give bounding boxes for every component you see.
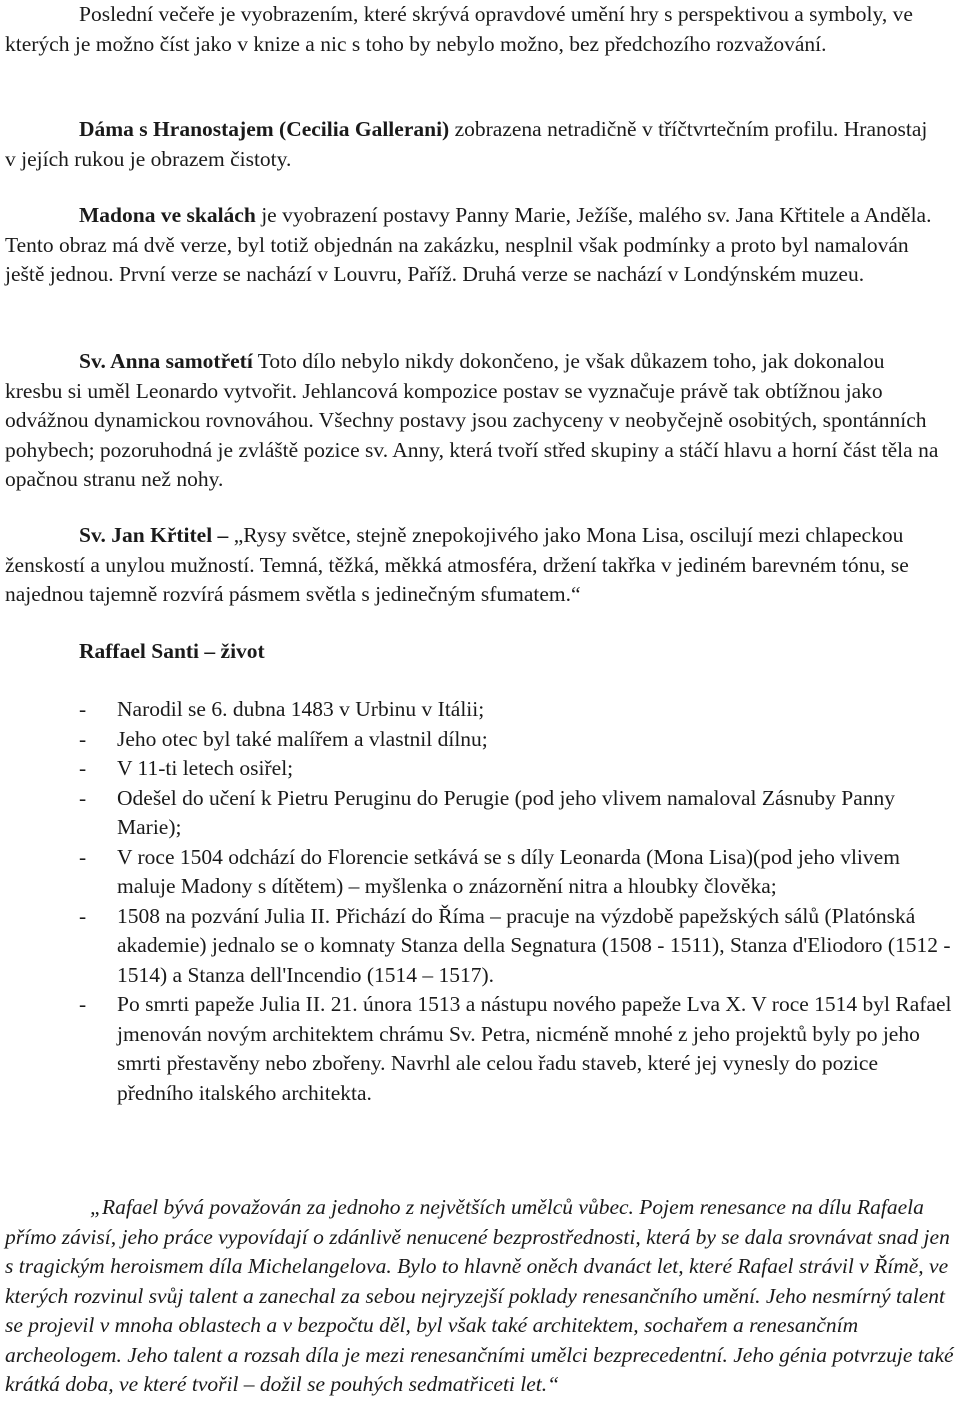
list-item xyxy=(79,725,959,755)
paragraph-last-supper xyxy=(5,0,940,59)
list-item-text: 1508 na pozvání Julia II. Přichází do Říma – pracuje na výzdobě papežských sálů (Platónská akademie) jednalo se o komnaty Stanza della Segnatura (1508 - 1511), Stanza d'Eliodoro (1512 - 1514) a Stanza dell'Incendio (1514 – 1517). xyxy=(117,903,951,987)
paragraph-title: Sv. Jan Křtitel – xyxy=(79,523,234,547)
list-item xyxy=(79,990,959,1108)
list-item-text: Odešel do učení k Pietru Peruginu do Perugie (pod jeho vlivem namaloval Zásnuby Panny Marie); xyxy=(117,785,896,839)
paragraph-text: zobrazena netradičně v tříčtvrtečním profilu. Hranostaj v jejích rukou je obrazem čistoty. xyxy=(5,117,928,171)
list-item-text: Jeho otec byl také malířem a vlastnil dílnu; xyxy=(117,726,488,751)
list-item xyxy=(79,754,959,784)
bullet-dash: - xyxy=(79,785,87,810)
bullet-dash: - xyxy=(79,992,87,1016)
bullet-dash: - xyxy=(79,756,87,780)
paragraph-lady-with-ermine xyxy=(5,115,940,174)
bullet-dash: - xyxy=(79,903,87,928)
quote-paragraph: „Rafael bývá považován za jednoho z největších umělců vůbec. Pojem renesance na dílu Rafaela přímo závisí, jeho práce vypovídají o zdánlivě nenucené bezprostřednosti, která by se dala srovnávat snad jen s tragickým heroismem díla Michelangelova. Bylo to hlavně oněch dvanáct let, které Rafael strávil v Římě, ve kterých rozvinul svůj talent a zanechal za sebou nejryzejší poklady renesančního umění. Jeho nesmírný talent se projevil v mnoha oblastech a v bezpočtu děl, byl však také architektem, sochařem a renesančním archeologem. Jeho talent a rozsah díla je mezi renesančními umělci bezprecedentní. Jeho génia potvrzuje také krátká doba, ve které tvořil – dožil se pouhých sedmatřiceti let.“ xyxy=(5,1195,954,1396)
list-item-text: Narodil se 6. dubna 1483 v Urbinu v Itálii; xyxy=(117,697,485,721)
paragraph-text: Toto dílo nebylo nikdy dokončeno, je však důkazem toho, jak dokonalou kresbu si uměl Leonardo vytvořit. Jehlancová kompozice postav se vyznačuje právě tak obtížnou jako odvážnou dynamickou rovnováhou. Všechny postavy jsou zachyceny v neobyčejně osobitých, spontánních pohybech; pozoruhodná je zvláště pozice sv. Anny, která tvoří střed skupiny a stáčí hlavu a horní část těla na opačnou stranu než nohy. xyxy=(5,349,939,491)
list-item xyxy=(79,695,959,725)
bullet-dash: - xyxy=(79,697,87,721)
paragraph-text: Poslední večeře je vyobrazením, které skrývá opravdové umění hry s perspektivou a symboly, ve kterých je možno číst jako v knize a nic s toho by nebylo možno, bez předchozího rozvažování. xyxy=(5,2,913,56)
bullet-dash: - xyxy=(79,726,87,751)
bullet-dash: - xyxy=(79,844,87,869)
paragraph-title: Dáma s Hranostajem (Cecilia Gallerani) xyxy=(79,117,450,141)
paragraph-title: Sv. Anna samotřetí xyxy=(79,349,253,373)
list-item-text: V roce 1504 odchází do Florencie setkává se s díly Leonarda (Mona Lisa)(pod jeho vlivem maluje Madony s dítětem) – myšlenka o znázornění nitra a hloubky člověka; xyxy=(117,844,900,898)
paragraph-text: „Rysy světce, stejně znepokojivého jako Mona Lisa, oscilují mezi chlapeckou ženskostí a unylou mužností. Temná, těžká, měkká atmosféra, držení takřka v jediném barevném tónu, se najednou tajemně rozvírá pásmem světla s jedinečným sfumatem.“ xyxy=(5,523,909,606)
paragraph-virgin-of-the-rocks xyxy=(5,201,940,290)
list-item-text: V 11-ti letech osiřel; xyxy=(117,756,294,780)
section-heading: Raffael Santi – život xyxy=(79,639,265,663)
paragraph-text: je vyobrazení postavy Panny Marie, Ježíše, malého sv. Jana Křtitele a Anděla. Tento obraz má dvě verze, byl totiž objednán na zakázku, nesplnil však podmínky a proto byl namalován ještě jednou. První verze se nachází v Louvru, Paříž. Druhá verze se nachází v Londýnském muzeu. xyxy=(5,203,932,286)
list-item-text: Po smrti papeže Julia II. 21. února 1513 a nástupu nového papeže Lva X. V roce 1514 byl Rafael jmenován novým architektem chrámu Sv. Petra, nicméně mnohé z jeho projektů byly po jeho smrti přestavěny nebo zbořeny. Navrhl ale celou řadu staveb, které jej vynesly do pozice předního italského architekta. xyxy=(117,992,952,1105)
paragraph-john-the-baptist xyxy=(5,521,940,610)
list-item xyxy=(79,784,959,843)
biography-list xyxy=(79,695,959,1108)
paragraph-title: Madona ve skalách xyxy=(79,203,256,227)
list-item xyxy=(79,843,959,902)
list-item xyxy=(79,902,959,991)
paragraph-saint-anne xyxy=(5,347,940,495)
